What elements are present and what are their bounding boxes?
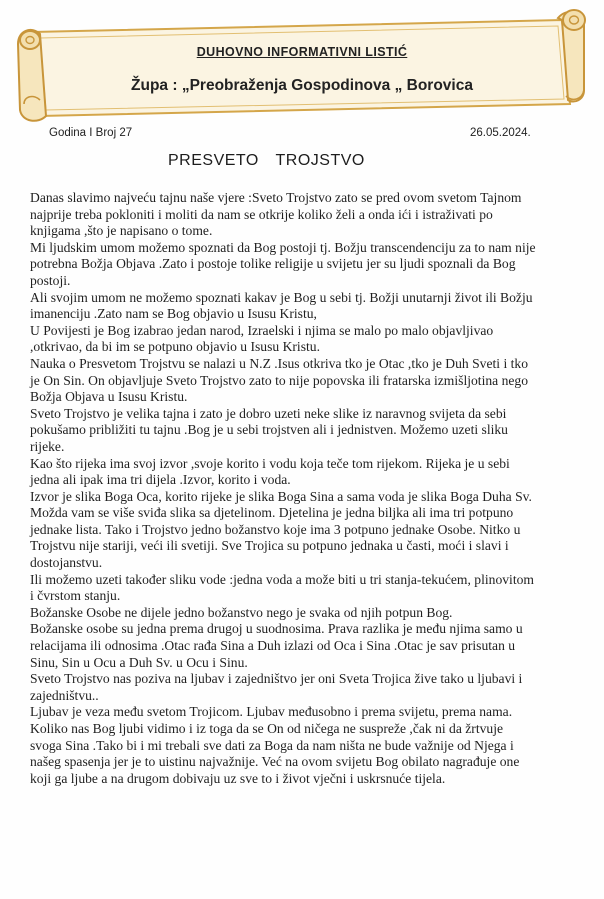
body-line: Sveto Trojstvo nas poziva na ljubav i zajedništvo jer oni Sveta Trojica žive tako u ljubavi i: [30, 671, 523, 687]
body-line: jednake lista. Tako i Trojstvo jedno božanstvo koje ima 3 potpuno jednake Osobe. Nitko u: [30, 521, 521, 537]
body-line: svoga Sina .Tako bi i mi trebali sve dati za Boga da nam ništa ne bude važnije od Njega i: [30, 737, 514, 753]
issue-number: Godina I Broj 27: [49, 127, 133, 139]
body-line: pokušamo približiti tu tajnu .Bog je u sebi trojstven ali i jednistven. Možemo uzeti sliku: [30, 422, 508, 438]
body-line: Ljubav je veza među svetom Trojicom. Ljubav međusobno i prema svijetu, prema nama.: [30, 704, 513, 720]
body-line: našeg spasenja jer je to uistinu najvažnije. Već na ovom svijetu Bog obilato nagrađuje one: [30, 754, 520, 770]
article-body: [30, 190, 590, 804]
parish-name: Župa : „Preobraženja Gospodinova „ Borovica: [131, 77, 473, 94]
body-line: Možda vam se više sviđa slika sa djetelinom. Djetelina je jedna biljka ali ima tri potpuno: [30, 505, 514, 521]
body-line: postoji.: [30, 272, 71, 288]
body-line: je On Sin. On objavljuje Sveto Trojstvo zato to nije popovska ili fratarska izmišljotina nego: [30, 372, 529, 388]
body-line: Ili možemo uzeti također sliku vode :jedna voda a može biti u tri stanja-tekućem, plinovitom: [30, 571, 534, 587]
body-line: Izvor je slika Boga Oca, korito rijeke je slika Boga Sina a sama voda je slika Boga Duha Sv.: [30, 488, 532, 504]
body-line: najprije treba pokloniti i moliti da nam se otkrije koliko želi a onda ići i istraživati po: [30, 206, 493, 222]
body-line: Danas slavimo najveću tajnu naše vjere :Sveto Trojstvo zato se pred ovom svetom Tajnom: [30, 190, 522, 205]
scroll-banner-graphic: [10, 4, 590, 124]
body-line: Sinu, Sin u Ocu a Duh Sv. u Ocu i Sinu.: [30, 654, 248, 670]
body-line: koji ga ljube a na drugom dobivaju uz sve to i život vječni i uskrsnuće tijela.: [30, 770, 446, 786]
body-line: Božanske osobe su jedna prema drugoj u suodnosima. Prava razlika je među njima samo u: [30, 621, 523, 637]
body-line: rijeke.: [30, 438, 65, 454]
body-line: Mi ljudskim umom možemo spoznati da Bog postoji tj. Božju transcendenciju za to nam nije: [30, 239, 536, 255]
body-line: U Povijesti je Bog izabrao jedan narod, Izraelski i njima se malo po malo objavljivao: [30, 322, 494, 338]
body-line: imanenciju .Zato nam se Bog objavio u Isusu Kristu,: [30, 306, 317, 322]
body-line: potrebna Božja Objava .Zato i postoje tolike religije u svijetu jer su ljudi spoznali da Bog: [30, 256, 516, 272]
scroll-banner: [10, 4, 590, 124]
body-line: Božanske Osobe ne dijele jedno božanstvo nego je svaka od njih potpun Bog.: [30, 604, 453, 620]
body-line: Kao što rijeka ima svoj izvor ,svoje korito i vodu koja teče tom rijekom. Rijeka je u sebi: [30, 455, 510, 471]
issue-date: 26.05.2024.: [470, 127, 531, 139]
newsletter-title: DUHOVNO INFORMATIVNI LISTIĆ: [196, 45, 408, 59]
body-line: i čvrstom stanju.: [30, 588, 121, 604]
body-line: Ali svojim umom ne možemo spoznati kakav je Bog u sebi tj. Božji unutarnji život ili Božju: [30, 289, 533, 305]
article-title: PRESVETO TROJSTVO: [168, 152, 365, 169]
body-line: relacijama ili odnosima .Otac rađa Sina a Duh izlazi od Oca i Sina .Otac je sav prisutan u: [30, 638, 516, 654]
body-line: Božja Objava u Isusu Kristu.: [30, 389, 188, 405]
body-line: jedna ali ipak ima tri dijela .Izvor, korito i voda.: [30, 472, 291, 488]
body-line: dostojanstvu.: [30, 555, 103, 571]
body-line: Nauka o Presvetom Trojstvu se nalazi u N.Z .Isus otkriva tko je Otac ,tko je Duh Sveti i tko: [30, 355, 528, 371]
body-line: [30, 787, 590, 804]
body-line: Sveto Trojstvo je velika tajna i zato je dobro uzeti neke slike iz naravnog svijeta da sebi: [30, 405, 507, 421]
body-line: knjigama ,što je napisano o tome.: [30, 223, 213, 239]
body-line: ,otkrivao, da bi im se potpuno objavio u Isusu Kristu.: [30, 339, 320, 355]
body-line: zajedništvu..: [30, 687, 99, 703]
body-line: Trojstvu nije stariji, veći ili svetiji. Sve Trojica su potpuno jednaka u časti, moći i slavi i: [30, 538, 509, 554]
body-line: Koliko nas Bog ljubi vidimo i iz toga da se On od ničega ne susprežе ,čak ni da žrtvuje: [30, 721, 504, 736]
